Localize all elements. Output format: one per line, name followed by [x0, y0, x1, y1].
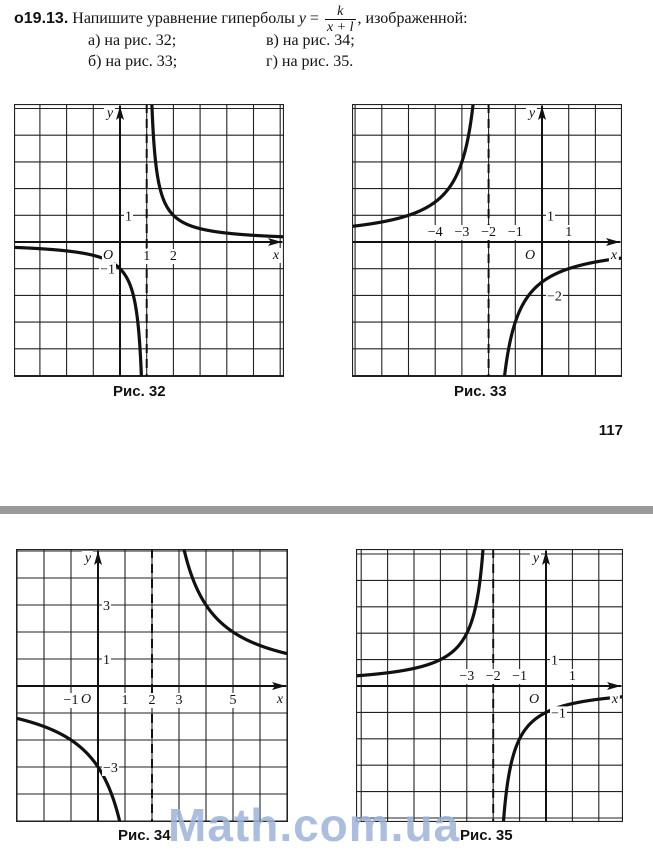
caption-fig35: Рис. 35: [460, 827, 513, 844]
tick-label: −2: [547, 289, 562, 305]
tick-label: x: [272, 248, 280, 263]
tick-label: −4: [427, 225, 443, 240]
item-a: а) на рис. 32;: [88, 32, 177, 49]
figure-32: [14, 104, 284, 377]
tick-label: −2: [481, 225, 497, 240]
tick-label: y: [528, 106, 536, 121]
fraction-denominator: x + l: [326, 20, 354, 35]
tick-label: x: [611, 692, 619, 707]
tick-label: 2: [148, 693, 156, 708]
tick-label: 1: [125, 209, 132, 225]
fraction-numerator: k: [325, 4, 356, 20]
tick-label: O: [102, 248, 114, 263]
page-divider: [0, 506, 653, 514]
tick-label: y: [106, 106, 114, 121]
tick-label: −1: [63, 693, 79, 708]
tick-label: −1: [507, 225, 523, 240]
graph-frame: [353, 105, 622, 377]
tick-label: 1: [121, 693, 129, 708]
hyperbola-branch-2: [180, 549, 288, 655]
problem-statement: [14, 4, 468, 35]
caption-fig34: Рис. 34: [118, 827, 171, 844]
figure-33: [352, 104, 622, 377]
problem-text-end: , изображенной:: [357, 10, 468, 28]
hyperbola-branch-1: [356, 549, 484, 676]
tick-label: −2: [485, 669, 501, 684]
tick-label: x: [610, 248, 618, 263]
caption-fig33: Рис. 33: [454, 383, 507, 400]
problem-number: o19.13.: [14, 10, 69, 28]
tick-label: O: [80, 692, 92, 707]
problem-text: Напишите уравнение гиперболы: [72, 10, 295, 28]
hyperbola-branch-1: [14, 247, 142, 377]
tick-label: 1: [547, 209, 554, 225]
formula-eq: =: [309, 10, 319, 28]
item-v: в) на рис. 34;: [266, 32, 355, 49]
tick-label: −1: [100, 262, 115, 278]
tick-label: 1: [565, 225, 573, 240]
graph-frame: [15, 105, 284, 377]
tick-label: 1: [551, 653, 558, 669]
tick-label: y: [84, 551, 92, 566]
tick-label: −1: [512, 669, 528, 684]
tick-label: 1: [103, 653, 110, 668]
caption-fig32: Рис. 32: [113, 383, 166, 400]
figure-35: [356, 549, 623, 822]
formula-y: y: [298, 10, 306, 28]
figure-34: [16, 549, 288, 822]
tick-label: O: [524, 248, 536, 263]
tick-label: −1: [551, 706, 566, 722]
tick-label: 5: [229, 693, 237, 708]
tick-label: −3: [459, 669, 475, 684]
watermark-logo: Math.com.ua: [168, 799, 461, 851]
tick-label: 1: [143, 249, 151, 264]
tick-label: x: [276, 692, 284, 707]
hyperbola-branch-2: [502, 257, 622, 377]
tick-label: 1: [568, 669, 576, 684]
page-number: 117: [598, 422, 623, 439]
hyperbola-branch-1: [352, 104, 475, 227]
tick-label: −3: [103, 761, 118, 776]
item-g: г) на рис. 35.: [266, 53, 354, 70]
tick-label: y: [532, 551, 540, 566]
tick-label: 3: [103, 599, 110, 614]
tick-label: 3: [175, 693, 183, 708]
tick-label: −3: [454, 225, 470, 240]
tick-label: O: [528, 692, 540, 707]
hyperbola-branch-2: [151, 104, 284, 237]
item-b: б) на рис. 33;: [88, 53, 178, 70]
tick-label: 2: [169, 249, 177, 264]
